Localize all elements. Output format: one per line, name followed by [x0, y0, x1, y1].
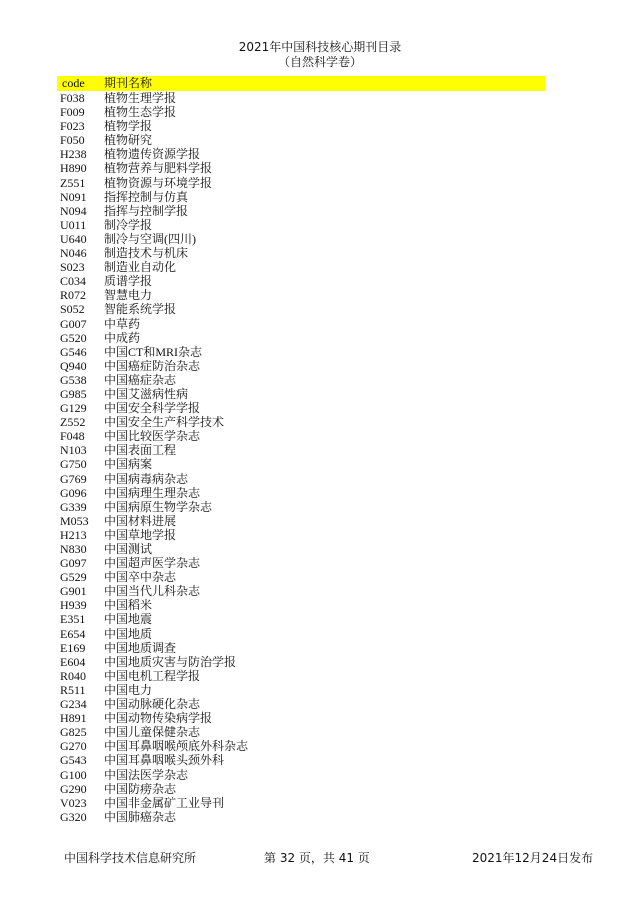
table-row: [57, 401, 545, 415]
journal-name: 中国动脉硬化杂志: [104, 697, 201, 712]
journal-code: H939: [60, 598, 87, 613]
table-row: [57, 782, 545, 796]
journal-code: F050: [60, 133, 85, 148]
table-row: [57, 570, 545, 584]
journal-code: G538: [60, 372, 87, 387]
journal-code: U011: [60, 217, 87, 232]
journal-code: G750: [60, 457, 87, 472]
journal-code: G339: [60, 499, 87, 514]
journal-name: 中国当代儿科杂志: [104, 584, 201, 599]
table-row: [57, 697, 545, 711]
journal-code: G129: [60, 401, 87, 416]
journal-code: G320: [60, 809, 87, 824]
document-title: 2021年中国科技核心期刊目录: [238, 40, 402, 54]
table-row: [57, 542, 545, 556]
journal-name: 中国安全生产科学技术: [104, 415, 225, 430]
journal-name: 中国CT和MRI杂志: [104, 344, 203, 359]
journal-code: R040: [60, 668, 87, 683]
header-journal-name: 期刊名称: [104, 76, 153, 90]
table-row: [57, 133, 545, 147]
table-row: [57, 91, 545, 105]
table-row: [57, 176, 545, 190]
journal-code: R072: [60, 288, 87, 303]
journal-code: H213: [60, 527, 87, 542]
table-row: [57, 739, 545, 753]
journal-code: N094: [60, 203, 87, 218]
journal-code: M053: [60, 513, 89, 528]
journal-code: Q940: [60, 358, 87, 373]
table-row: [57, 274, 545, 288]
journal-code: G529: [60, 570, 87, 585]
journal-code: G100: [60, 767, 87, 782]
journal-name: 中国地质: [104, 626, 153, 641]
table-row: [57, 711, 545, 725]
journal-code: E169: [60, 640, 86, 655]
table-row: [57, 796, 545, 810]
journal-code: H891: [60, 711, 87, 726]
table-row: [57, 556, 545, 570]
journal-name: 中成药: [104, 330, 141, 345]
journal-name: 制造技术与机床: [104, 246, 189, 261]
journal-name: 植物研究: [104, 133, 153, 148]
table-row: [57, 514, 545, 528]
table-row: [57, 655, 545, 669]
footer-publisher: 中国科学技术信息研究所: [64, 851, 197, 865]
journal-code: G290: [60, 781, 87, 796]
journal-code: E654: [60, 626, 86, 641]
journal-name: 中国地震: [104, 612, 153, 627]
table-row: [57, 612, 545, 626]
footer-page-number: 第 32 页，共 41 页: [264, 851, 370, 865]
journal-name: 中草药: [104, 316, 141, 331]
table-row: [57, 443, 545, 457]
journal-name: 指挥与控制学报: [104, 203, 189, 218]
journal-name: 中国法医学杂志: [104, 767, 189, 782]
journal-code: G097: [60, 556, 87, 571]
journal-name: 中国草地学报: [104, 527, 177, 542]
journal-code: G901: [60, 584, 87, 599]
journal-name: 中国安全科学学报: [104, 401, 201, 416]
table-row: [57, 359, 545, 373]
journal-code: G769: [60, 471, 87, 486]
journal-name: 制冷与空调(四川): [104, 231, 196, 246]
table-row: [57, 457, 545, 471]
journal-code: G007: [60, 316, 87, 331]
journal-name: 质谱学报: [104, 274, 153, 289]
header-code: code: [62, 76, 85, 90]
table-row: [57, 725, 545, 739]
table-header-row: [57, 76, 545, 91]
journal-code: G270: [60, 739, 87, 754]
journal-name: 制冷学报: [104, 217, 153, 232]
table-row: [57, 147, 545, 161]
table-row: [57, 641, 545, 655]
journal-code: E351: [60, 612, 86, 627]
table-row: [57, 683, 545, 697]
journal-name: 中国病原生物学杂志: [104, 499, 213, 514]
table-row: [57, 288, 545, 302]
journal-code: G546: [60, 344, 87, 359]
journal-name: 中国耳鼻咽喉颅底外科杂志: [104, 739, 249, 754]
table-row: [57, 246, 545, 260]
journal-code: N830: [60, 542, 87, 556]
table-row: [57, 528, 545, 542]
journal-name: 中国防痨杂志: [104, 781, 177, 796]
table-row: [57, 500, 545, 514]
journal-name: 植物生态学报: [104, 105, 177, 120]
journal-name: 植物营养与肥料学报: [104, 161, 213, 176]
journal-code: F023: [60, 119, 85, 134]
journal-name: 中国艾滋病性病: [104, 386, 189, 401]
journal-code: Z552: [60, 415, 86, 430]
journal-code: N046: [60, 246, 87, 261]
table-row: [57, 317, 545, 331]
journal-code: G520: [60, 330, 87, 345]
journal-name: 中国病毒病杂志: [104, 471, 189, 486]
journal-name: 中国病理生理杂志: [104, 485, 201, 500]
journal-name: 中国电力: [104, 682, 153, 697]
journal-name: 植物学报: [104, 119, 153, 134]
table-row: [57, 415, 545, 429]
journal-name: 中国癌症杂志: [104, 372, 177, 387]
journal-name: 中国超声医学杂志: [104, 556, 201, 571]
table-row: [57, 345, 545, 359]
journal-name: 中国电机工程学报: [104, 668, 201, 683]
journal-code: G985: [60, 386, 87, 401]
journal-code: F009: [60, 105, 85, 120]
table-row: [57, 669, 545, 683]
table-row: [57, 331, 545, 345]
table-row: [57, 429, 545, 443]
journal-name: 智能系统学报: [104, 302, 177, 317]
journal-code: G543: [60, 753, 87, 768]
table-row: [57, 190, 545, 204]
journal-name: 中国病案: [104, 457, 153, 472]
journal-code: S023: [60, 260, 85, 275]
table-row: [57, 161, 545, 175]
journal-name: 中国卒中杂志: [104, 570, 177, 585]
table-row: [57, 598, 545, 612]
table-row: [57, 810, 545, 824]
journal-name: 中国地质灾害与防治学报: [104, 654, 237, 669]
journal-name: 中国地质调查: [104, 640, 177, 655]
journal-code: G825: [60, 725, 87, 740]
table-row: [57, 302, 545, 316]
journal-name: 中国材料进展: [104, 513, 177, 528]
table-row: [57, 472, 545, 486]
journal-code: G096: [60, 485, 87, 500]
journal-code: C034: [60, 274, 87, 289]
table-row: [57, 387, 545, 401]
journal-code: F048: [60, 429, 85, 444]
journal-code: H890: [60, 161, 87, 176]
journal-name: 植物生理学报: [104, 91, 177, 105]
journal-code: G234: [60, 697, 87, 712]
table-row: [57, 218, 545, 232]
journal-name: 植物资源与环境学报: [104, 175, 213, 190]
journal-code: U640: [60, 231, 87, 246]
journal-code: E604: [60, 654, 86, 669]
table-row: [57, 753, 545, 767]
journal-name: 中国稻米: [104, 598, 153, 613]
journal-name: 中国测试: [104, 542, 153, 556]
journal-name: 中国癌症防治杂志: [104, 358, 201, 373]
journal-code: N103: [60, 443, 87, 458]
journal-list: [57, 91, 545, 824]
journal-name: 中国儿童保健杂志: [104, 725, 201, 740]
journal-name: 中国耳鼻咽喉头颈外科: [104, 753, 225, 768]
journal-name: 制造业自动化: [104, 260, 177, 275]
journal-code: V023: [60, 795, 87, 810]
journal-name: 指挥控制与仿真: [104, 189, 189, 204]
journal-code: S052: [60, 302, 85, 317]
footer-release-date: 2021年12月24日发布: [472, 851, 594, 865]
journal-code: R511: [60, 682, 86, 697]
table-row: [57, 486, 545, 500]
table-row: [57, 768, 545, 782]
document-subtitle: （自然科学卷）: [277, 55, 362, 69]
journal-code: H238: [60, 147, 87, 162]
table-row: [57, 260, 545, 274]
journal-code: Z551: [60, 175, 86, 190]
journal-name: 智慧电力: [104, 288, 153, 303]
journal-name: 植物遗传资源学报: [104, 147, 201, 162]
journal-code: F038: [60, 91, 85, 105]
table-row: [57, 105, 545, 119]
table-row: [57, 627, 545, 641]
table-row: [57, 584, 545, 598]
journal-name: 中国表面工程: [104, 443, 177, 458]
table-row: [57, 373, 545, 387]
journal-name: 中国非金属矿工业导刊: [104, 795, 225, 810]
table-row: [57, 119, 545, 133]
journal-name: 中国比较医学杂志: [104, 429, 201, 444]
journal-name: 中国动物传染病学报: [104, 711, 213, 726]
journal-code: N091: [60, 189, 87, 204]
journal-name: 中国肺癌杂志: [104, 809, 177, 824]
table-row: [57, 204, 545, 218]
table-row: [57, 232, 545, 246]
